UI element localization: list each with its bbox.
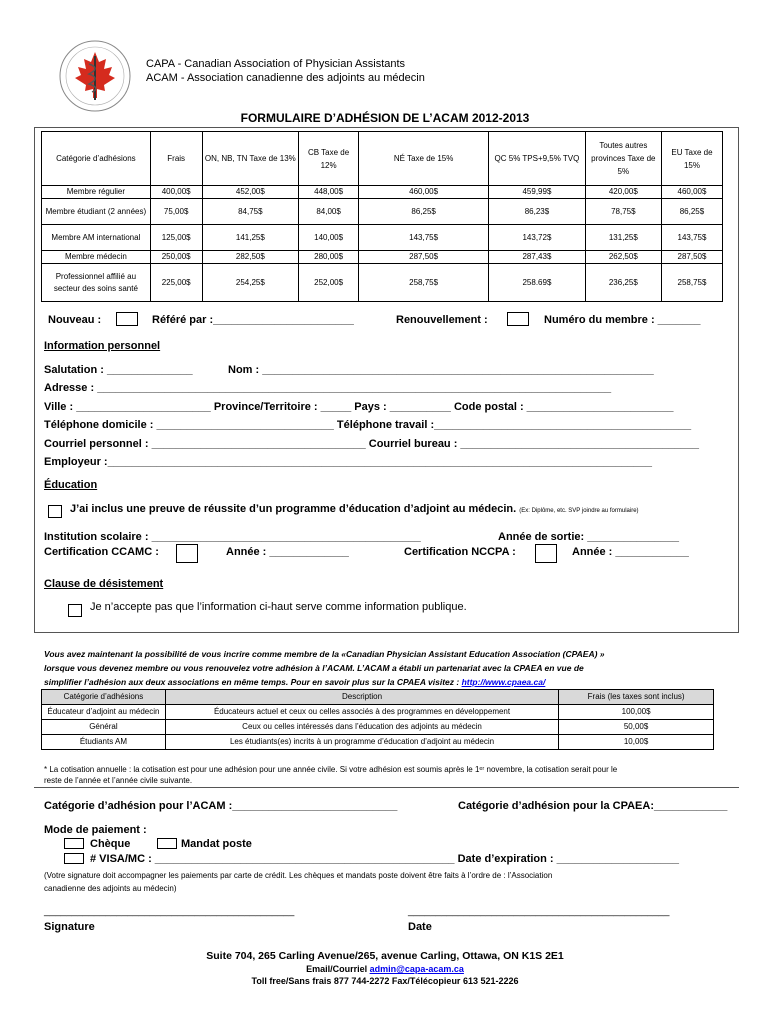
fees-category-cell: Membre médecin [42,251,151,264]
fees-amount-cell: 236,25$ [585,264,661,302]
cpaea-header-cell: Frais (les taxes sont inclus) [559,690,714,705]
fees-category-cell: Membre étudiant (2 années) [42,199,151,225]
cheque-checkbox[interactable] [64,838,84,849]
ville-line[interactable]: Ville : ______________________ Province/Territoire : _____ Pays : __________ Code postal : ________________________ [44,401,674,413]
cotisation-note-1: * La cotisation annuelle : la cotisation est pour une adhésion pour une année civile. Si votre adhésion est soumis après le 1ᵉʳ novembre, la cotisation serait pour le [44,765,618,774]
cotisation-note-2: reste de l’année et l’année civile suivante. [44,776,193,785]
fees-amount-cell: 140,00$ [299,225,359,251]
cpaea-category-field[interactable]: Catégorie d’adhésion pour la CPAEA:____________ [458,800,728,812]
education-section-title: Éducation [44,479,98,491]
fees-amount-cell: 84,00$ [299,199,359,225]
cpaea-intro-3 [44,675,545,690]
fees-header-cell: Toutes autres provinces Taxe de 5% [585,132,661,186]
fees-amount-cell: 143,72$ [489,225,586,251]
adresse-field[interactable]: Adresse : ____________________________________________________________________________________ [44,382,612,394]
cpaea-table [41,689,714,750]
cpaea-intro-1: Vous avez maintenant la possibilité de vous incrire comme membre de la «Canadian Physician Assistant Education Association (CPAEA) » [44,649,605,659]
clause-text: Je n’accepte pas que l’information ci-haut serve comme information publique. [90,601,467,613]
fees-amount-cell: 258,75$ [359,264,489,302]
fees-header-cell: Frais [150,132,202,186]
salutation-field[interactable]: Salutation : ______________ [44,364,193,376]
cpaea-header-cell: Catégorie d’adhésions [42,690,166,705]
courriel-line[interactable]: Courriel personnel : ___________________________________ Courriel bureau : _______________________________________ [44,438,700,450]
signature-line[interactable]: _____________________________________________ [44,906,295,917]
acam-category-field[interactable]: Catégorie d’adhésion pour l’ACAM :___________________________ [44,800,398,812]
fees-amount-cell: 86,23$ [489,199,586,225]
cpaea-link[interactable]: http://www.cpaea.ca/ [461,677,546,687]
fees-category-cell: Membre régulier [42,186,151,199]
org-name-fr: ACAM - Association canadienne des adjoints au médecin [146,72,425,84]
preuve-text: J’ai inclus une preuve de réussite d’un programme d’éducation d’adjoint au médecin. [70,503,517,515]
cpaea-row [42,735,714,750]
fees-amount-cell: 254,25$ [202,264,299,302]
nom-field[interactable]: Nom : ________________________________________________________________ [228,364,654,376]
clause-checkbox[interactable] [68,604,82,617]
employeur-field[interactable]: Employeur :_________________________________________________________________________________________ [44,456,653,468]
fees-amount-cell: 262,50$ [585,251,661,264]
fees-amount-cell: 143,75$ [359,225,489,251]
cpaea-description-cell: Éducateurs actuel et ceux ou celles associés à des programmes en développement [165,705,558,720]
institution-field[interactable]: Institution scolaire : ____________________________________________ [44,531,421,543]
fees-amount-cell: 448,00$ [299,186,359,199]
fees-header-cell: QC 5% TPS+9,5% TVQ [489,132,586,186]
annee-sortie-field[interactable]: Année de sortie: _______________ [498,531,680,543]
cpaea-header-cell: Description [165,690,558,705]
footer-email-label: Email/Courriel [306,964,370,974]
visa-checkbox[interactable] [64,853,84,864]
org-name-en: CAPA - Canadian Association of Physician Assistants [146,58,406,70]
cpaea-description-cell: Ceux ou celles intéressés dans l’éducation des adjoints au médecin [165,720,558,735]
visa-field[interactable]: # VISA/MC : _________________________________________________ Date d’expiration : ____________________ [90,853,679,865]
ccamc-label: Certification CCAMC : [44,546,159,558]
fees-row [42,186,723,199]
fees-amount-cell: 125,00$ [150,225,202,251]
ccamc-checkbox[interactable] [176,544,198,563]
nouveau-checkbox[interactable] [116,312,138,326]
footer-email-link[interactable]: admin@capa-acam.ca [369,964,464,974]
fees-amount-cell: 460,00$ [661,186,722,199]
info-section-title: Information personnel [44,340,161,352]
fees-amount-cell: 225,00$ [150,264,202,302]
capa-logo [50,38,140,113]
nccpa-checkbox[interactable] [535,544,557,563]
date-line[interactable]: _______________________________________________ [408,906,670,917]
fees-header-cell: ON, NB, TN Taxe de 13% [202,132,299,186]
cpaea-category-cell: Général [42,720,166,735]
fees-row [42,251,723,264]
fees-amount-cell: 131,25$ [585,225,661,251]
fees-amount-cell: 459,99$ [489,186,586,199]
annee-nccpa-field[interactable]: Année : ____________ [572,546,689,558]
annee-ccamc-field[interactable]: Année : _____________ [226,546,349,558]
separator [34,787,739,788]
fees-amount-cell: 252,00$ [299,264,359,302]
fees-amount-cell: 282,50$ [202,251,299,264]
form-title: FORMULAIRE D’ADHÉSION DE L’ACAM 2012-2013 [240,111,530,125]
cpaea-fee-cell: 100,00$ [559,705,714,720]
fees-amount-cell: 287,50$ [661,251,722,264]
fees-amount-cell: 141,25$ [202,225,299,251]
fees-amount-cell: 250,00$ [150,251,202,264]
preuve-label [70,503,639,515]
preuve-note: (Ex: Diplôme, etc. SVP joindre au formulaire) [519,508,639,514]
fees-amount-cell: 280,00$ [299,251,359,264]
renouvellement-checkbox[interactable] [507,312,529,326]
fees-table [41,131,723,302]
fees-category-cell: Membre AM international [42,225,151,251]
fees-header-cell: EU Taxe de 15% [661,132,722,186]
fees-amount-cell: 460,00$ [359,186,489,199]
cpaea-fee-cell: 50,00$ [559,720,714,735]
fees-row [42,199,723,225]
fees-amount-cell: 258,75$ [661,264,722,302]
nouveau-label: Nouveau : [48,314,102,326]
fees-category-cell: Professionnel affilié au secteur des soins santé [42,264,151,302]
refere-field[interactable]: Référé par :_______________________ [152,314,354,326]
cpaea-row [42,705,714,720]
preuve-checkbox[interactable] [48,505,62,518]
fees-amount-cell: 420,00$ [585,186,661,199]
cpaea-fee-cell: 10,00$ [559,735,714,750]
payment-note-2: canadienne des adjoints au médecin) [44,884,177,893]
fees-amount-cell: 400,00$ [150,186,202,199]
fees-amount-cell: 86,25$ [359,199,489,225]
fees-header-cell: Catégorie d’adhésions [42,132,151,186]
footer-email-line [0,964,770,974]
payment-note-1: (Votre signature doit accompagner les paiements par carte de crédit. Les chèques et mandats poste doivent être faits à l’ordre de : l’Association [44,871,553,880]
cheque-label: Chèque [90,838,131,850]
cpaea-category-cell: Éducateur d’adjoint au médecin [42,705,166,720]
date-label: Date [408,921,432,933]
telephone-line[interactable]: Téléphone domicile : _____________________________ Téléphone travail :__________________________________________ [44,419,692,431]
fees-amount-cell: 75,00$ [150,199,202,225]
fees-amount-cell: 86,25$ [661,199,722,225]
cpaea-intro-3-text: simplifier l’adhésion aux deux associations en même temps. Pour en savoir plus sur la CPAEA visitez : [44,677,462,687]
mandat-checkbox[interactable] [157,838,177,849]
cpaea-description-cell: Les étudiants(es) incrits à un programme d’éducation d’adjoint au médecin [165,735,558,750]
fees-row [42,264,723,302]
fees-header-cell: NÉ Taxe de 15% [359,132,489,186]
nccpa-label: Certification NCCPA : [404,546,516,558]
cpaea-category-cell: Étudiants AM [42,735,166,750]
renouvellement-label: Renouvellement : [396,314,488,326]
payment-mode-label: Mode de paiement : [44,824,147,836]
fees-amount-cell: 258.69$ [489,264,586,302]
fees-amount-cell: 452,00$ [202,186,299,199]
fees-amount-cell: 143,75$ [661,225,722,251]
signature-label: Signature [44,921,95,933]
cpaea-row [42,720,714,735]
footer-address: Suite 704, 265 Carling Avenue/265, avenue Carling, Ottawa, ON K1S 2E1 [206,950,564,962]
fees-amount-cell: 84,75$ [202,199,299,225]
footer-phones: Toll free/Sans frais 877 744-2272 Fax/Télécopieur 613 521-2226 [251,976,519,986]
fees-header-cell: CB Taxe de 12% [299,132,359,186]
numero-membre-field[interactable]: Numéro du membre : _______ [544,314,701,326]
fees-amount-cell: 287,50$ [359,251,489,264]
fees-amount-cell: 287,43$ [489,251,586,264]
mandat-label: Mandat poste [181,838,252,850]
fees-row [42,225,723,251]
clause-section-title: Clause de désistement [44,578,164,590]
cpaea-intro-2: lorsque vous devenez membre ou vous renouvelez votre adhésion à l’ACAM. L’ACAM a établi un partenariat avec la CPAEA en vue de [44,663,584,673]
fees-amount-cell: 78,75$ [585,199,661,225]
